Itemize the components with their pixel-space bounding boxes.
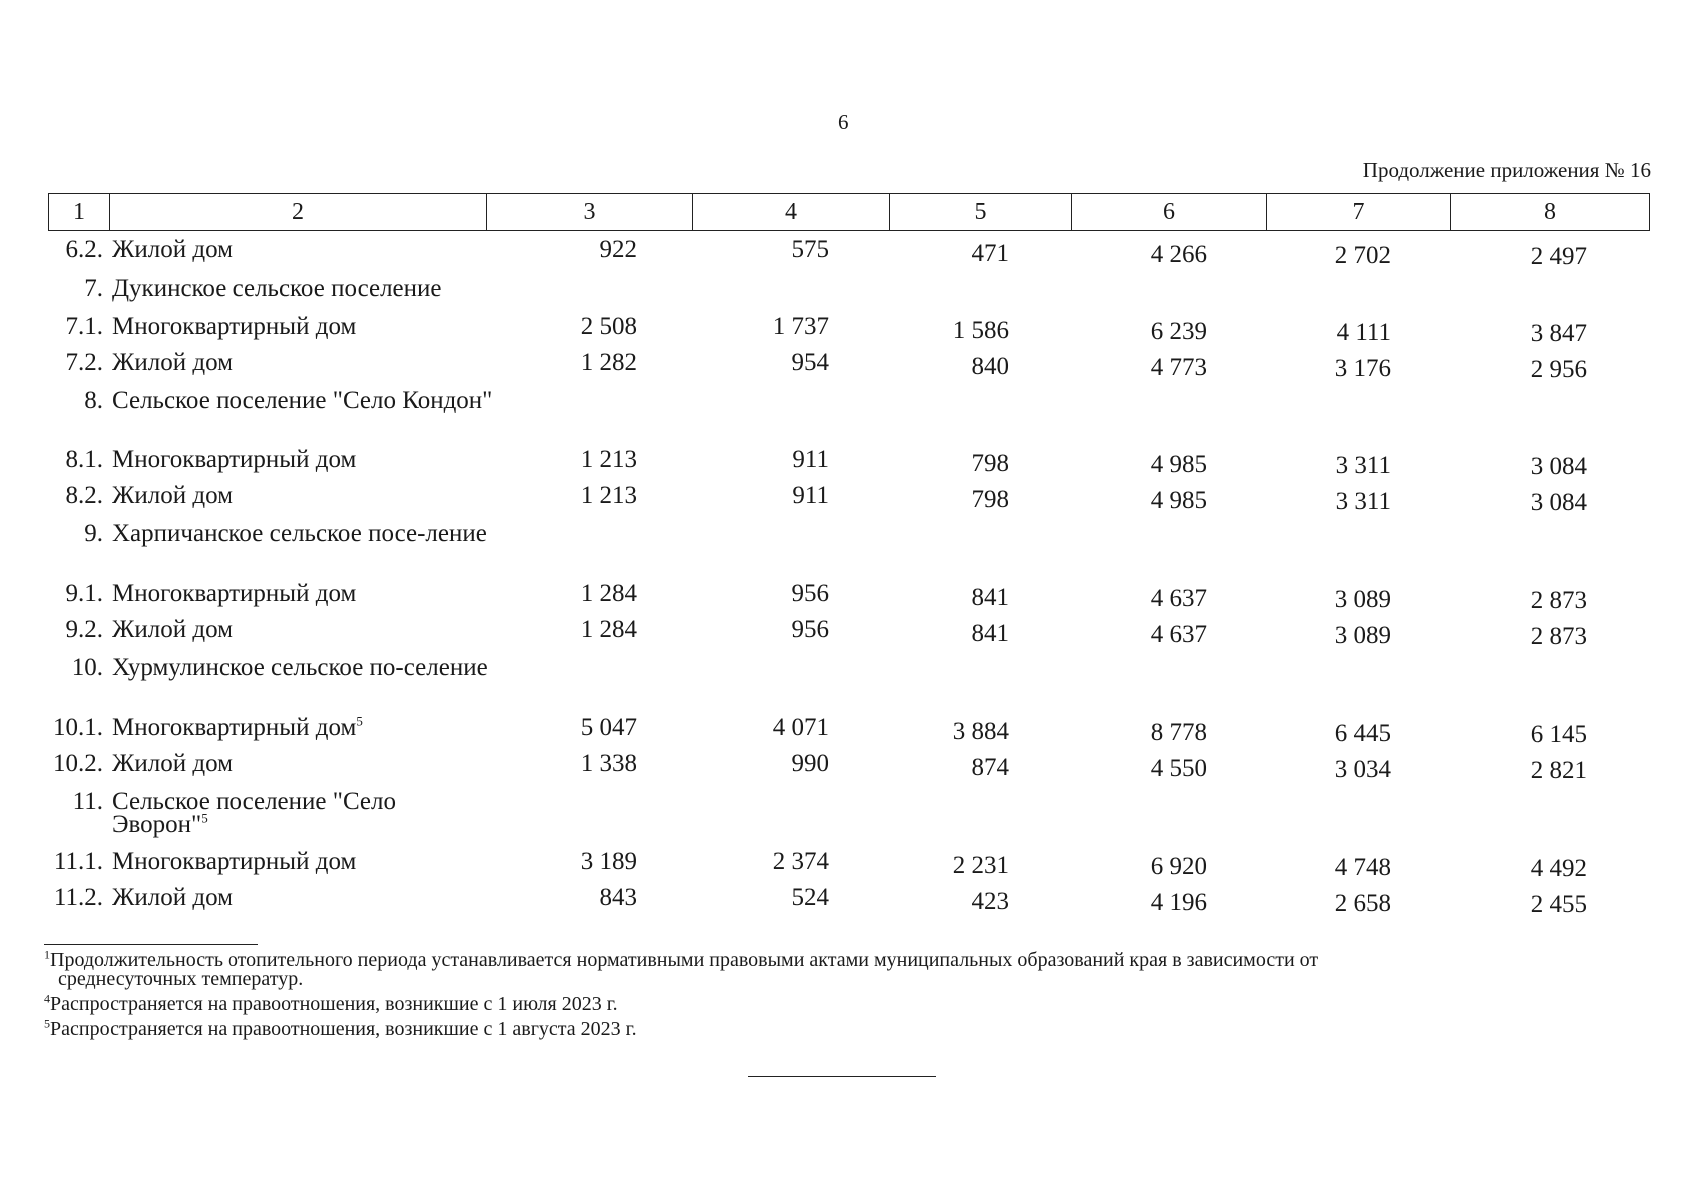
cell-col-4: 524 (791, 884, 829, 911)
cell-col-6: 4 196 (1150, 889, 1207, 916)
row-number: 10.2. (53, 750, 103, 777)
row-name (112, 522, 497, 545)
cell-col-8: 3 084 (1530, 453, 1587, 480)
cell-col-6: 6 239 (1150, 318, 1207, 345)
header-col-2: 2 (110, 194, 487, 231)
page-number: 6 (838, 110, 849, 134)
cell-col-5: 841 (971, 584, 1009, 611)
cell-col-6: 4 985 (1150, 487, 1207, 514)
row-name (112, 238, 497, 261)
row-name (112, 389, 497, 412)
cell-col-7: 2 702 (1334, 242, 1391, 269)
row-number: 10.1. (53, 714, 103, 741)
cell-col-8: 6 145 (1530, 721, 1587, 748)
cell-col-8: 2 873 (1530, 587, 1587, 614)
row-name-text: Жилой дом (112, 616, 233, 643)
cell-col-8: 2 497 (1530, 243, 1587, 270)
footnote-continuation: среднесуточных температур. (58, 968, 304, 990)
cell-col-5: 841 (971, 620, 1009, 647)
cell-col-3: 1 284 (580, 580, 637, 607)
row-number: 10. (71, 654, 103, 681)
cell-col-4: 911 (792, 446, 829, 473)
row-number: 11. (72, 788, 103, 815)
cell-col-6: 4 550 (1150, 755, 1207, 782)
row-name-text: Жилой дом (112, 884, 233, 911)
cell-col-6: 4 266 (1150, 241, 1207, 268)
cell-col-7: 3 311 (1335, 452, 1391, 479)
cell-col-6: 6 920 (1150, 853, 1207, 880)
cell-col-8: 2 956 (1530, 356, 1587, 383)
row-name-text: Многоквартирный дом (112, 714, 357, 741)
header-col-6: 6 (1072, 194, 1267, 231)
cell-col-6: 4 637 (1150, 621, 1207, 648)
column-number-header (48, 193, 1650, 231)
row-name-text: Жилой дом (112, 349, 233, 376)
footnote-text: Распространяется на правоотношения, возникшие с 1 июля 2023 г. (50, 993, 618, 1015)
row-number: 8. (84, 387, 103, 414)
row-number: 7.2. (65, 349, 103, 376)
header-col-1: 1 (49, 194, 110, 231)
cell-col-6: 8 778 (1150, 719, 1207, 746)
cell-col-3: 1 282 (580, 349, 637, 376)
row-name (112, 713, 497, 741)
row-number: 7.1. (65, 313, 103, 340)
footnote-mark: 4 (44, 991, 50, 1006)
cell-col-3: 5 047 (580, 714, 637, 741)
footnote-separator (44, 944, 258, 945)
footnote-mark: 5 (44, 1016, 50, 1031)
row-name (112, 656, 497, 679)
footnote-reference: 5 (356, 713, 363, 729)
cell-col-4: 2 374 (772, 848, 829, 875)
row-name (112, 850, 497, 873)
row-number: 11.2. (53, 884, 103, 911)
cell-col-7: 2 658 (1334, 890, 1391, 917)
cell-col-5: 1 586 (952, 317, 1009, 344)
row-name-text: Сельское поселение "Село Эворон" (112, 788, 397, 838)
header-col-5: 5 (890, 194, 1072, 231)
row-name-text: Жилой дом (112, 482, 233, 509)
cell-col-7: 3 034 (1334, 756, 1391, 783)
cell-col-8: 3 084 (1530, 489, 1587, 516)
cell-col-7: 3 311 (1335, 488, 1391, 515)
row-number: 9. (84, 520, 103, 547)
row-number: 8.1. (65, 446, 103, 473)
cell-col-5: 3 884 (952, 718, 1009, 745)
cell-col-6: 4 773 (1150, 354, 1207, 381)
row-name (112, 351, 497, 374)
row-number: 6.2. (65, 236, 103, 263)
cell-col-7: 3 089 (1334, 586, 1391, 613)
cell-col-4: 956 (791, 580, 829, 607)
cell-col-3: 1 213 (580, 446, 637, 473)
cell-col-5: 840 (971, 353, 1009, 380)
cell-col-3: 843 (599, 884, 637, 911)
row-name (112, 582, 497, 605)
row-number: 9.2. (65, 616, 103, 643)
row-name (112, 315, 497, 338)
row-number: 11.1. (53, 848, 103, 875)
cell-col-8: 4 492 (1530, 855, 1587, 882)
cell-col-5: 798 (971, 450, 1009, 477)
row-name-text: Многоквартирный дом (112, 313, 357, 340)
footnote-reference: 5 (201, 810, 208, 826)
cell-col-8: 2 455 (1530, 891, 1587, 918)
footnote (44, 947, 1650, 990)
header-col-8: 8 (1451, 194, 1650, 231)
footnote (44, 991, 1650, 1015)
row-name (112, 790, 497, 836)
cell-col-4: 954 (791, 349, 829, 376)
cell-col-7: 3 089 (1334, 622, 1391, 649)
cell-col-8: 2 821 (1530, 757, 1587, 784)
cell-col-4: 1 737 (772, 313, 829, 340)
cell-col-5: 423 (971, 888, 1009, 915)
footnote (44, 1016, 1650, 1040)
header-col-3: 3 (487, 194, 693, 231)
row-name-text: Многоквартирный дом (112, 446, 357, 473)
cell-col-4: 956 (791, 616, 829, 643)
row-name-text: Многоквартирный дом (112, 848, 357, 875)
row-name-text: Хурмулинское сельское по-селение (112, 654, 488, 681)
end-of-page-rule (748, 1076, 936, 1077)
cell-col-3: 1 284 (580, 616, 637, 643)
row-name-text: Сельское поселение "Село Кондон" (112, 387, 493, 414)
row-name (112, 484, 497, 507)
row-name-text: Жилой дом (112, 236, 233, 263)
row-name (112, 618, 497, 641)
row-name (112, 886, 497, 909)
row-name (112, 448, 497, 471)
row-number: 8.2. (65, 482, 103, 509)
row-name-text: Харпичанское сельское посе-ление (112, 520, 487, 547)
row-name-text: Жилой дом (112, 750, 233, 777)
header-col-4: 4 (693, 194, 890, 231)
cell-col-7: 4 748 (1334, 854, 1391, 881)
footnotes (44, 947, 1650, 1045)
footnote-mark: 1 (44, 947, 50, 962)
cell-col-4: 575 (791, 236, 829, 263)
header-col-7: 7 (1267, 194, 1451, 231)
row-number: 9.1. (65, 580, 103, 607)
appendix-caption: Продолжение приложения № 16 (1362, 158, 1651, 182)
cell-col-3: 1 213 (580, 482, 637, 509)
cell-col-4: 990 (791, 750, 829, 777)
cell-col-5: 874 (971, 754, 1009, 781)
cell-col-5: 471 (971, 240, 1009, 267)
cell-col-3: 922 (599, 236, 637, 263)
cell-col-7: 4 111 (1336, 319, 1391, 346)
cell-col-6: 4 985 (1150, 451, 1207, 478)
row-name-text: Дукинское сельское поселение (112, 275, 442, 302)
footnote-text: Продолжительность отопительного периода устанавливается нормативными правовыми актами муниципальных образований края в зависимости от (50, 949, 1319, 971)
cell-col-7: 6 445 (1334, 720, 1391, 747)
cell-col-4: 4 071 (772, 714, 829, 741)
row-name-text: Многоквартирный дом (112, 580, 357, 607)
cell-col-8: 3 847 (1530, 320, 1587, 347)
cell-col-5: 798 (971, 486, 1009, 513)
cell-col-8: 2 873 (1530, 623, 1587, 650)
row-name (112, 277, 497, 300)
cell-col-6: 4 637 (1150, 585, 1207, 612)
header-row (49, 194, 1650, 231)
footnote-text: Распространяется на правоотношения, возникшие с 1 августа 2023 г. (50, 1018, 637, 1040)
cell-col-7: 3 176 (1334, 355, 1391, 382)
cell-col-3: 2 508 (580, 313, 637, 340)
cell-col-5: 2 231 (952, 852, 1009, 879)
cell-col-3: 3 189 (580, 848, 637, 875)
row-name (112, 752, 497, 775)
row-number: 7. (84, 275, 103, 302)
cell-col-4: 911 (792, 482, 829, 509)
cell-col-3: 1 338 (580, 750, 637, 777)
